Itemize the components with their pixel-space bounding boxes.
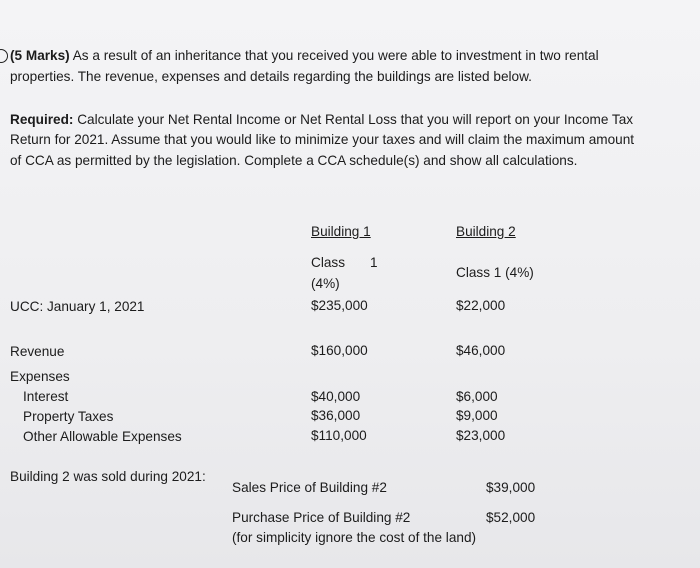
b1-property-taxes: $36,000 <box>311 408 361 423</box>
b2-other-expenses: $23,000 <box>456 428 506 443</box>
b1-class-rate: (4%) <box>311 276 340 291</box>
b2-property-taxes: $9,000 <box>456 408 498 423</box>
b2-class: Class 1 (4%) <box>456 265 534 280</box>
purchase-price-value: $52,000 <box>486 510 536 525</box>
expenses-label: Expenses <box>10 369 70 384</box>
land-note: (for simplicity ignore the cost of the land) <box>232 530 477 545</box>
intro-text-1: As a result of an inheritance that you received you were able to investment in two rental <box>72 48 599 63</box>
interest-label: Interest <box>23 389 69 404</box>
required-line-1 <box>10 111 633 129</box>
b1-revenue: $160,000 <box>311 343 368 358</box>
b2-revenue: $46,000 <box>456 343 506 358</box>
sales-price-label: Sales Price of Building #2 <box>232 480 387 495</box>
required-label: Required: <box>10 112 74 127</box>
b2-interest: $6,000 <box>456 389 498 404</box>
ucc-label: UCC: January 1, 2021 <box>10 299 145 314</box>
required-line-3: of CCA as permitted by the legislation. Complete a CCA schedule(s) and show all calculations. <box>10 153 578 168</box>
building-1-header: Building 1 <box>311 224 371 239</box>
b1-interest: $40,000 <box>311 389 361 404</box>
b1-other-expenses: $110,000 <box>311 428 367 443</box>
b1-class-word: Class <box>311 255 345 270</box>
marks-label: (5 Marks) <box>10 48 70 63</box>
b1-class-number: 1 <box>370 255 378 270</box>
b1-ucc: $235,000 <box>311 298 368 313</box>
sales-price-value: $39,000 <box>486 480 536 495</box>
building-2-header: Building 2 <box>456 224 516 239</box>
sold-label: Building 2 was sold during 2021: <box>10 469 206 484</box>
required-text-1: Calculate your Net Rental Income or Net Rental Loss that you will report on your Income Tax <box>77 112 634 127</box>
other-expenses-label: Other Allowable Expenses <box>23 429 182 444</box>
b2-ucc: $22,000 <box>456 298 506 313</box>
required-line-2: Return for 2021. Assume that you would like to minimize your taxes and will claim the maximum amount <box>10 132 635 147</box>
intro-line-2: properties. The revenue, expenses and details regarding the buildings are listed below. <box>10 69 532 84</box>
question-bullet <box>0 49 8 63</box>
property-taxes-label: Property Taxes <box>23 409 114 424</box>
intro-line-1 <box>10 47 599 65</box>
revenue-label: Revenue <box>10 344 65 359</box>
purchase-price-label: Purchase Price of Building #2 <box>232 510 411 525</box>
